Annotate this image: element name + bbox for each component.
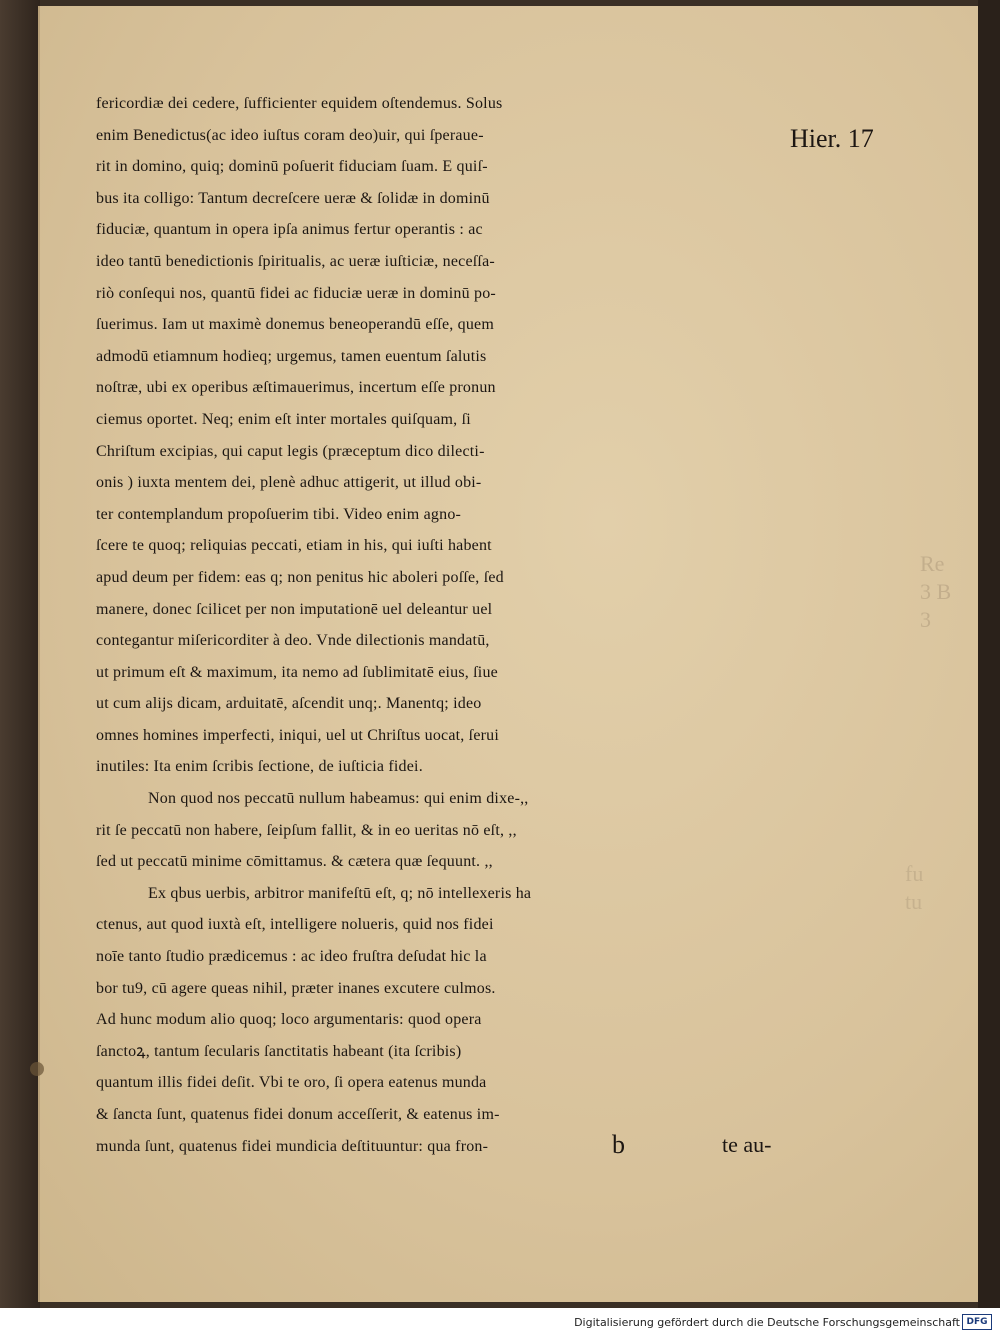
text-line: Non quod nos peccatū nullum habeamus: qui enim dixe-,, — [148, 790, 529, 808]
text-line: ideo tantū benedictionis ſpiritualis, ac ueræ iuſticiæ, neceſſa- — [96, 252, 495, 270]
text-line: rit in domino, quiq; dominū poſuerit fiduciam ſuam. E quiſ- — [96, 158, 488, 176]
text-line: onis ) iuxta mentem dei, plenè adhuc attigerit, ut illud obi- — [96, 474, 482, 492]
text-line: & ſancta ſunt, quatenus fidei donum acceſſerit, & eatenus im- — [96, 1106, 500, 1123]
text-line: Chriſtum excipias, qui caput legis (præceptum dico dilecti- — [96, 442, 485, 460]
text-line: omnes homines imperfecti, iniqui, uel ut Chriſtus uocat, ſerui — [96, 726, 499, 744]
text-line: ter contemplandum propoſuerim tibi. Video enim agno- — [96, 505, 462, 523]
text-line: bor tu9, cū agere queas nihil, præter inanes excutere culmos. — [96, 979, 496, 997]
text-line: manere, donec ſcilicet per non imputationē uel deleantur uel — [96, 600, 493, 618]
text-line: noſtræ, ubi ex operibus æſtimauerimus, incertum eſſe pronun — [96, 379, 496, 397]
text-line: ciemus oportet. Neq; enim eſt inter mortales quiſquam, ſi — [96, 410, 471, 428]
text-line: ſcere te quoq; reliquias peccati, etiam in his, qui iuſti habent — [96, 537, 492, 555]
text-line: fiduciæ, quantum in opera ipſa animus fertur operantis : ac — [96, 221, 483, 239]
text-line: ctenus, aut quod iuxtà eſt, intelligere nolueris, quid nos fidei — [96, 916, 494, 934]
funding-credit: Digitalisierung gefördert durch die Deutsche Forschungsgemeinschaft — [574, 1316, 960, 1329]
text-line: ut cum alijs dicam, arduitatē, aſcendit unq;. Manentq; ideo — [96, 695, 482, 713]
text-line: contegantur miſericorditer à deo. Vnde dilectionis mandatū, — [96, 632, 490, 650]
text-line: ſed ut peccatū minime cōmittamus. & cætera quæ ſequunt. ,, — [96, 853, 493, 871]
text-line: Ad hunc modum alio quoq; loco argumentaris: quod opera — [96, 1011, 482, 1029]
catchword: te au- — [722, 1132, 772, 1157]
text-line: bus ita colligo: Tantum decreſcere ueræ & ſolidæ in dominū — [96, 189, 490, 207]
page-body-text — [96, 88, 796, 1162]
page-edge-shadow — [978, 0, 1000, 1308]
text-line: ſuerimus. Iam ut maximè donemus beneoperandū eſſe, quem — [96, 316, 494, 334]
bleed-through-text: Re 3 B 3 — [920, 551, 952, 632]
text-line: munda ſunt, quatenus fidei mundicia deſtituuntur: qua fron- — [96, 1137, 489, 1155]
text-line: rit ſe peccatū non habere, ſeipſum fallit, & in eo ueritas nō eſt, ,, — [96, 821, 517, 839]
text-line: enim Benedictus(ac ideo iuſtus coram deo)uir, qui ſperaue- — [96, 126, 484, 144]
dfg-logo-icon: DFG — [962, 1314, 992, 1330]
paper-stain — [30, 1062, 44, 1076]
text-line: ut primum eſt & maximum, ita nemo ad ſublimitatē eius, ſiue — [96, 663, 498, 681]
bleed-through-text-lower: fu tu — [905, 861, 924, 914]
marginal-note: Hier. 17 — [790, 124, 874, 153]
text-line: inutiles: Ita enim ſcribis ſectione, de iuſticia fidei. — [96, 758, 423, 776]
book-gutter — [0, 0, 40, 1308]
text-line: quantum illis fidei deſit. Vbi te oro, ſi opera eatenus munda — [96, 1074, 487, 1092]
text-line: admodū etiamnum hodieq; urgemus, tamen euentum ſalutis — [96, 347, 487, 365]
text-line: noīe tanto ſtudio prædicemus : ac ideo fruſtra deſudat hic la — [96, 948, 487, 966]
signature-mark: b — [612, 1130, 625, 1159]
text-line: riò conſequi nos, quantū fidei ac fiduciæ ueræ in dominū po- — [96, 284, 496, 302]
text-line: Ex qbus uerbis, arbitror manifeſtū eſt, q; nō intellexeris ha — [148, 884, 532, 902]
text-line: apud deum per fidem: eas q; non penitus hic aboleri poſſe, ſed — [96, 568, 504, 586]
text-line: fericordiæ dei cedere, ſufficienter equidem oſtendemus. Solus — [96, 95, 503, 112]
text-line: ſanctoꝝ, tantum ſecularis ſanctitatis habeant (ita ſcribis) — [96, 1042, 462, 1060]
